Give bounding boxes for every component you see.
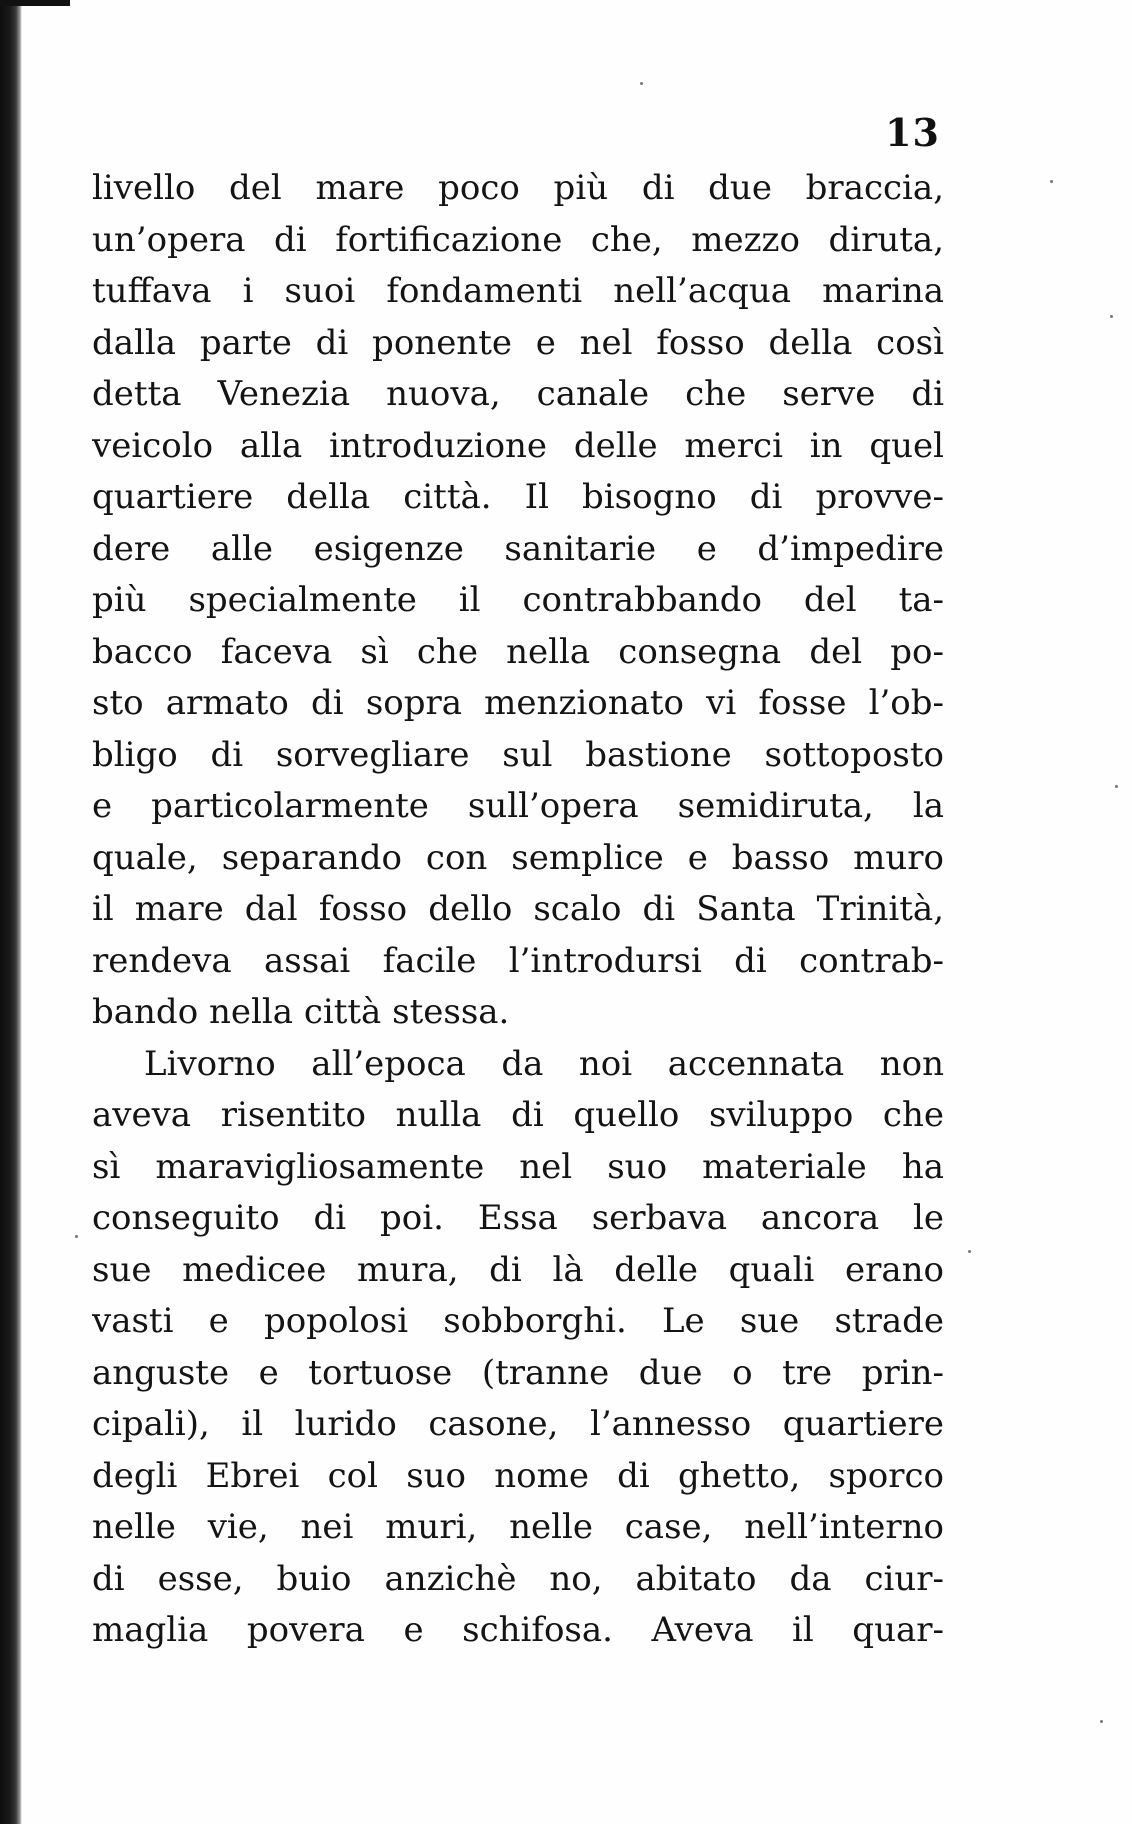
text-line: vasti e popolosi sobborghi. Le sue strade (92, 1301, 944, 1341)
paragraph (92, 163, 944, 1039)
body-text (92, 163, 944, 1657)
scan-speck (1100, 1720, 1103, 1723)
text-line: cipali), il lurido casone, l’annesso quartiere (92, 1404, 944, 1444)
page-number: 13 (885, 110, 940, 155)
text-line: bligo di sorvegliare sul bastione sottoposto (92, 734, 944, 775)
scan-speck (1050, 180, 1053, 183)
scan-speck (1110, 315, 1113, 318)
scan-speck (968, 1250, 971, 1253)
text-line: livello del mare poco più di due braccia, (92, 168, 944, 208)
text-line: quale, separando con semplice e basso muro (92, 837, 944, 878)
text-line: più specialmente il contrabbando del ta- (92, 580, 944, 620)
text-line: quartiere della città. Il bisogno di provve- (92, 477, 944, 517)
text-line: di esse, buio anzichè no, abitato da ciur- (92, 1558, 944, 1599)
scan-speck (75, 1235, 78, 1238)
scan-speck (640, 82, 643, 85)
text-line: conseguito di poi. Essa serbava ancora le (92, 1198, 944, 1238)
paragraph (92, 1039, 944, 1657)
scan-speck (1115, 785, 1118, 788)
text-line: tuffava i suoi fondamenti nell’acqua marina (92, 271, 944, 311)
page-spine-shadow (0, 0, 22, 1824)
text-line: e particolarmente sull’opera semidiruta, la (92, 786, 944, 826)
text-line: Livorno all’epoca da noi accennata non (144, 1043, 944, 1084)
text-line: bando nella città stessa. (92, 992, 510, 1032)
text-line: bacco faceva sì che nella consegna del po- (92, 631, 944, 672)
text-line: un’opera di fortificazione che, mezzo diruta, (92, 219, 944, 260)
text-line: veicolo alla introduzione delle merci in quel (92, 425, 944, 466)
text-line: anguste e tortuose (tranne due o tre prin- (92, 1352, 944, 1393)
text-line: detta Venezia nuova, canale che serve di (92, 374, 944, 414)
text-line: nelle vie, nei muri, nelle case, nell’interno (92, 1507, 944, 1547)
text-line: dalla parte di ponente e nel fosso della così (92, 322, 944, 363)
text-line: sue medicee mura, di là delle quali erano (92, 1249, 944, 1290)
text-line: maglia povera e schifosa. Aveva il quar- (92, 1610, 944, 1650)
text-line: sì maravigliosamente nel suo materiale ha (92, 1146, 944, 1187)
text-line: il mare dal fosso dello scalo di Santa Trinità, (92, 889, 944, 929)
page-top-edge (0, 0, 70, 6)
text-line: dere alle esigenze sanitarie e d’impedire (92, 528, 944, 569)
text-line: degli Ebrei col suo nome di ghetto, sporco (92, 1455, 944, 1496)
text-line: rendeva assai facile l’introdursi di contrab- (92, 940, 944, 981)
text-line: aveva risentito nulla di quello sviluppo che (92, 1095, 944, 1135)
text-line: sto armato di sopra menzionato vi fosse l’ob- (92, 683, 944, 723)
